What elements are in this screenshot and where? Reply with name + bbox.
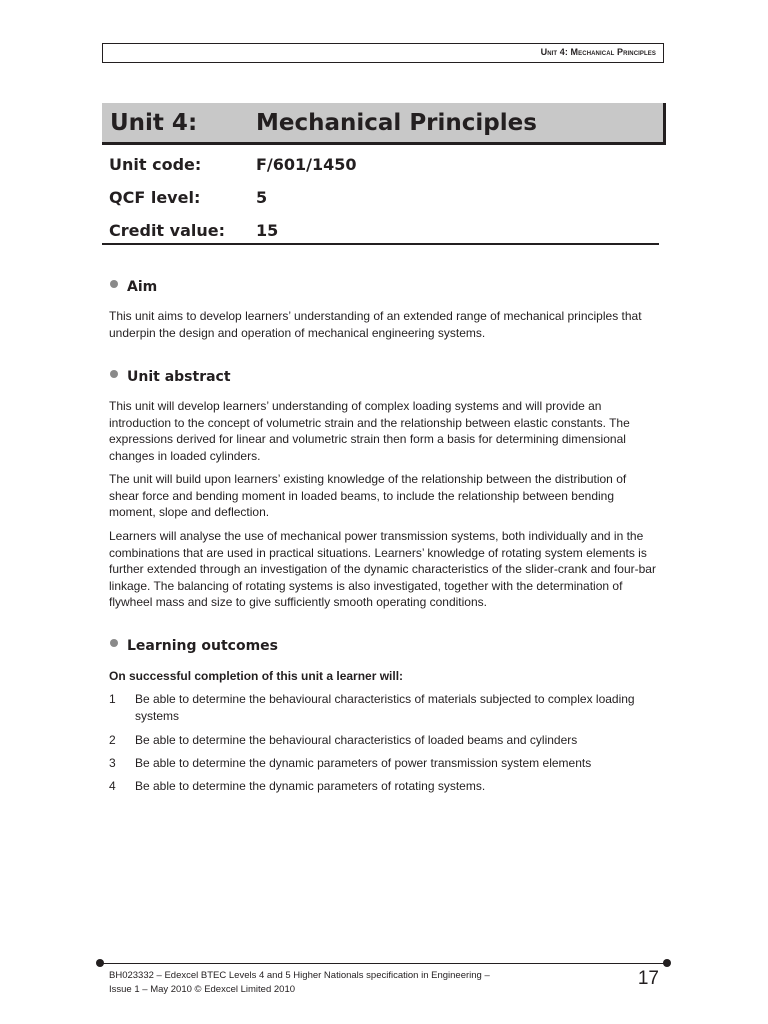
abstract-paragraph-1: This unit will develop learners’ understanding of complex loading systems and will provide an introduction to the concept of volumetric strain and the relationship between elastic constants. The expressions derived for linear and volumetric strain then form a basis for determining dimensional changes in loaded cylinders.	[109, 399, 630, 463]
bullet-icon	[110, 639, 118, 647]
footer-line-2: Issue 1 – May 2010 © Edexcel Limited 2010	[109, 984, 296, 995]
outcome-text: Be able to determine the dynamic parameters of rotating systems.	[135, 779, 486, 793]
footer-text	[109, 969, 490, 997]
meta-divider	[102, 243, 659, 245]
unit-code-value: F/601/1450	[256, 155, 357, 174]
aim-text: This unit aims to develop learners’ understanding of an extended range of mechanical principles that underpin the design and operation of mechanical engineering systems.	[109, 309, 642, 340]
credit-value-row	[109, 221, 279, 240]
footer-divider	[100, 963, 667, 964]
abstract-paragraph-3: Learners will analyse the use of mechanical power transmission systems, both individually and in the combinations that are used in practical situations. Learners’ knowledge of rotating system elements is further extended through an investigation of the dynamic characteristics of the slider-crank and four-bar linkage. The balancing of rotating systems is also investigated, together with the determination of flywheel mass and size to give sufficiently smooth operating conditions.	[109, 529, 656, 609]
outcome-number: 4	[109, 779, 116, 793]
abstract-heading-text: Unit abstract	[127, 369, 231, 385]
abstract-heading	[110, 369, 231, 385]
outcomes-heading	[110, 638, 278, 654]
qcf-level-label: QCF level:	[109, 188, 201, 207]
unit-name: Mechanical Principles	[256, 110, 537, 136]
bullet-icon	[110, 280, 118, 288]
aim-heading	[110, 279, 157, 295]
qcf-level-row	[109, 188, 268, 207]
outcome-number: 3	[109, 756, 116, 770]
running-header-title: Unit 4: Mechanical Principles	[540, 47, 656, 57]
unit-code-label: Unit code:	[109, 155, 202, 174]
outcomes-intro: On successful completion of this unit a learner will:	[109, 669, 404, 683]
bullet-icon	[110, 370, 118, 378]
running-header	[102, 43, 664, 63]
qcf-level-value: 5	[256, 188, 268, 207]
outcome-text: Be able to determine the dynamic parameters of power transmission system elements	[135, 756, 592, 770]
unit-number: Unit 4:	[110, 110, 198, 136]
abstract-paragraph-2: The unit will build upon learners’ existing knowledge of the relationship between the distribution of shear force and bending moment in loaded beams, to include the relationship between bending moment, slope and deflection.	[109, 472, 627, 519]
outcomes-heading-text: Learning outcomes	[127, 638, 279, 654]
credit-value-label: Credit value:	[109, 221, 225, 240]
credit-value-value: 15	[256, 221, 279, 240]
unit-title-bar	[102, 103, 666, 145]
footer-line-1: BH023332 – Edexcel BTEC Levels 4 and 5 Higher Nationals specification in Engineering –	[109, 970, 490, 981]
outcome-number: 1	[109, 692, 116, 706]
outcome-text: Be able to determine the behavioural characteristics of loaded beams and cylinders	[135, 733, 578, 747]
outcome-number: 2	[109, 733, 116, 747]
footer-dot-right	[663, 959, 671, 967]
aim-heading-text: Aim	[127, 279, 158, 295]
outcome-text: Be able to determine the behavioural characteristics of materials subjected to complex loading systems	[135, 692, 635, 723]
unit-code-row	[109, 155, 357, 174]
page-number: 17	[637, 968, 659, 989]
